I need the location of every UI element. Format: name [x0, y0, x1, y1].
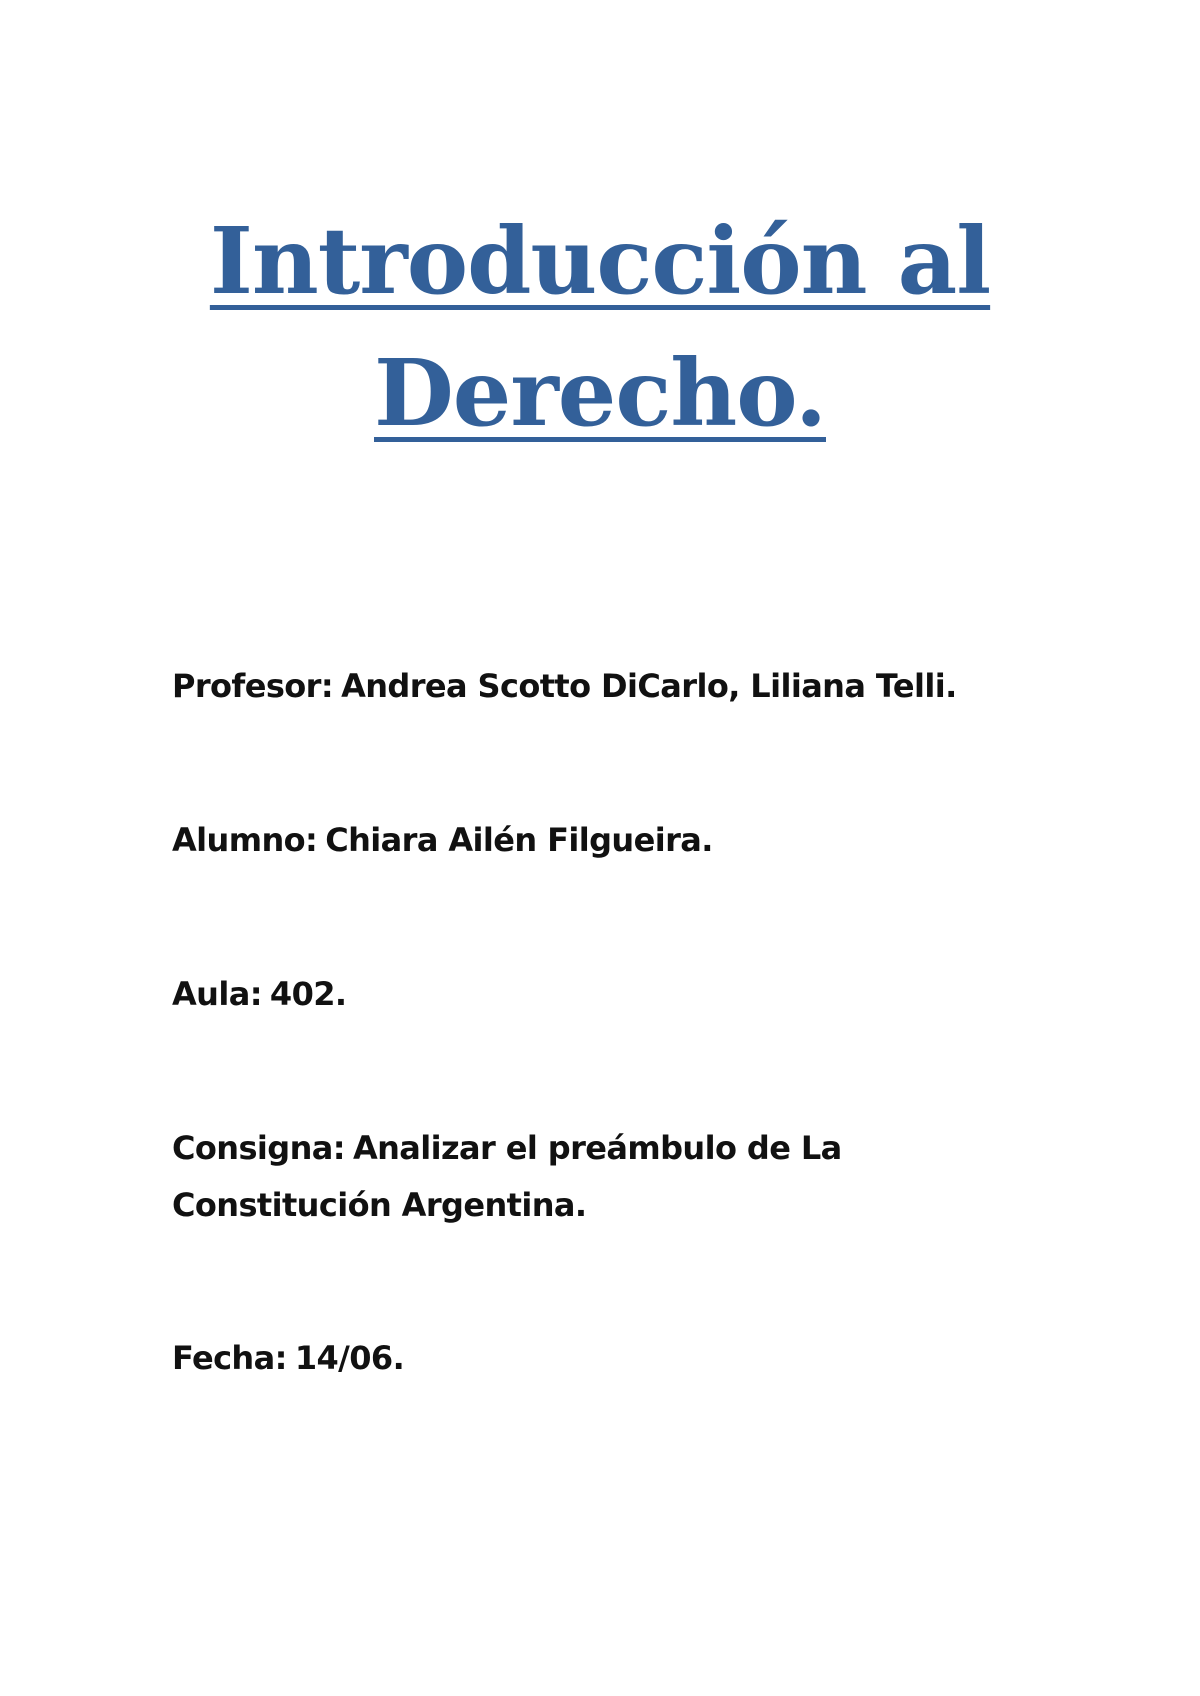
- alumno-value: Chiara Ailén Filgueira.: [325, 821, 713, 859]
- profesor-value: Andrea Scotto DiCarlo, Liliana Telli.: [341, 667, 957, 705]
- aula-line: [172, 966, 1052, 1023]
- fecha-value: 14/06.: [294, 1339, 405, 1377]
- title-line-2: Derecho.: [374, 339, 826, 447]
- aula-label: Aula:: [172, 975, 262, 1013]
- profesor-line: [172, 658, 1052, 715]
- alumno-line: [172, 812, 1052, 869]
- document-title: [0, 195, 1200, 459]
- alumno-label: Alumno:: [172, 821, 318, 859]
- aula-value: 402.: [269, 975, 347, 1013]
- consigna-line: [172, 1120, 1052, 1234]
- profesor-label: Profesor:: [172, 667, 334, 705]
- fecha-line: [172, 1330, 1052, 1387]
- fecha-label: Fecha:: [172, 1339, 287, 1377]
- consigna-value: Analizar el preámbulo de La Constitución Argentina.: [172, 1129, 842, 1224]
- consigna-label: Consigna:: [172, 1129, 345, 1167]
- title-line-1: Introducción al: [209, 207, 991, 315]
